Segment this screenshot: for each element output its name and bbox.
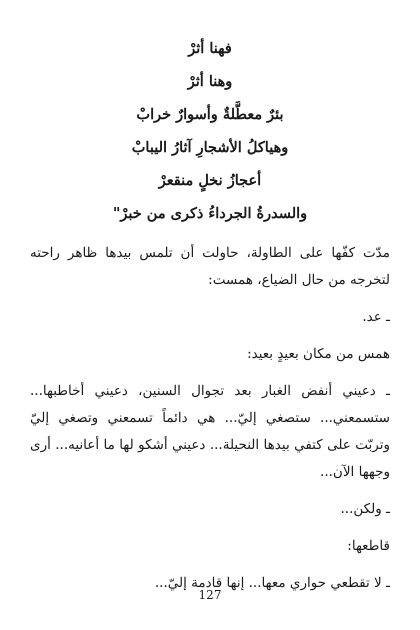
paragraph: همس من مكان بعيدٍ بعيد:: [247, 346, 390, 362]
dialogue-line: ـ دعيني أنفض الغبار بعد تجوال السنين، دعيني أخاطبها... ستسمعني... ستصغي إليّ... هي دائماً تسمعني وتصغي إليّ وتربّت على كتفي بيدها النحيلة... دعيني أشكو لها ما أعانيه... أرى وجهها الآن...: [30, 383, 390, 480]
dialogue-line: ـ لا تقطعي حواري معها... إنها قادمة إليّ...: [154, 575, 390, 591]
poem-line: أعجازُ نخلٍ منقعرْ: [158, 172, 262, 189]
poem-line: فهنا أثرْ: [188, 40, 232, 57]
paragraph: مدّت كفّها على الطاولة، حاولت أن تلمس بيدها ظاهر راحته لتخرجه من حال الضياع، همست:: [30, 245, 390, 288]
poem-line: وهنا أثرْ: [187, 73, 233, 90]
paragraph: قاطعها:: [347, 538, 390, 554]
dialogue-line: ـ عد.: [362, 309, 390, 325]
poem-line: وهياكلُ الأشجارِ آثارُ اليبابْ: [131, 139, 289, 156]
poem-line: والسدرةُ الجرداءُ ذكرى من خبرْ": [112, 205, 308, 222]
page-number: 127: [198, 588, 222, 602]
poem-line: بئرٌ معطَّلةٌ وأسوارٌ خرابْ: [136, 106, 284, 123]
dialogue-line: ـ ولكن...: [340, 501, 390, 517]
prose-body: [30, 240, 390, 597]
poem-stanza: [40, 32, 380, 230]
